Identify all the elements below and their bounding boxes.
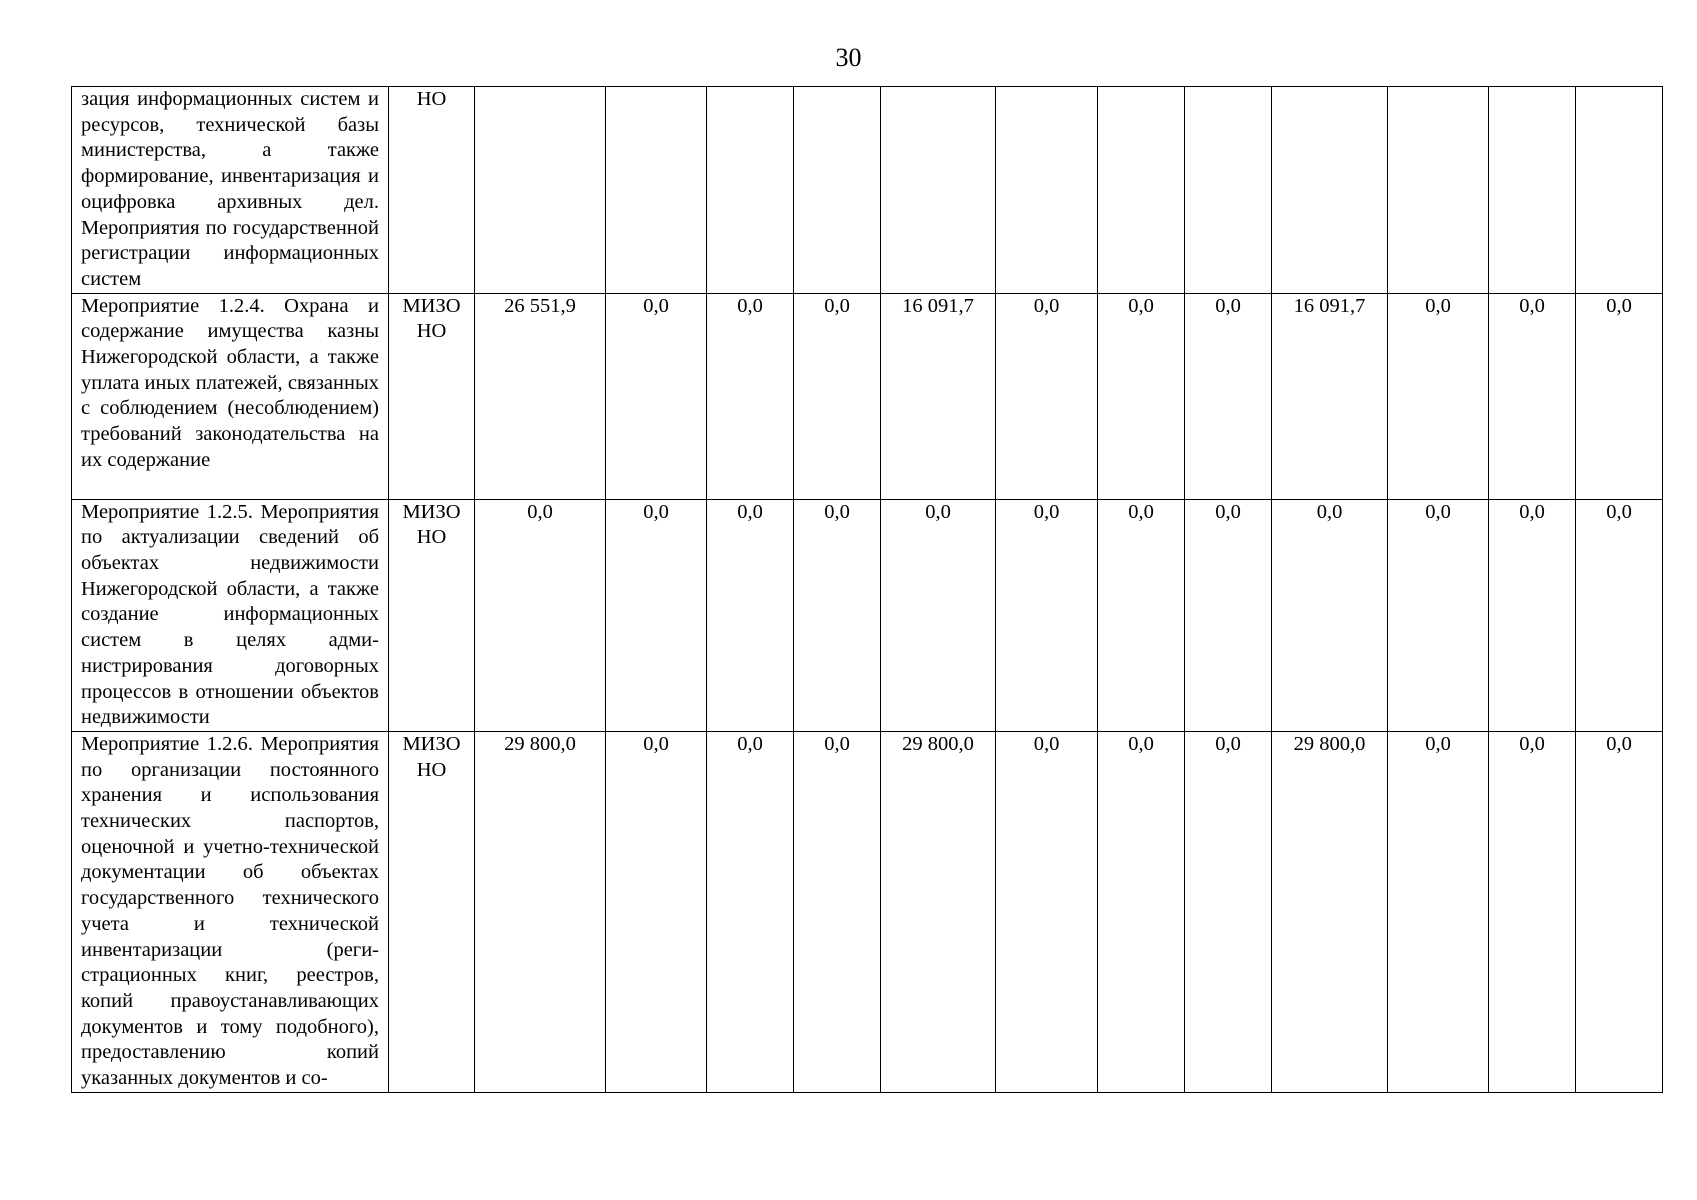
budget-table: [71, 86, 1663, 1093]
table-row: [72, 731, 1663, 1092]
value-cell: 16 091,7: [881, 293, 996, 499]
value-cell: [1098, 87, 1185, 294]
table-row: [72, 293, 1663, 499]
value-cell: 0,0: [606, 293, 707, 499]
value-cell: 26 551,9: [475, 293, 606, 499]
value-cell: 0,0: [1185, 499, 1272, 731]
value-cell: 0,0: [707, 731, 794, 1092]
activity-description: Мероприятие 1.2.5. Мероприятия по актуализации сведений об объектах недвижимости Нижегородской области, а также создание информационных систем в целях администрирования договорных процессов в отношении объектов недвижимости: [72, 499, 389, 731]
value-cell: 0,0: [606, 731, 707, 1092]
value-cell: 0,0: [475, 499, 606, 731]
responsible-executor: МИЗО НО: [389, 293, 475, 499]
value-cell: 0,0: [1098, 731, 1185, 1092]
value-cell: [1576, 87, 1663, 294]
value-cell: 0,0: [794, 731, 881, 1092]
activity-description: зация информационных систем и ресурсов, технической базы министерства, а также формирование, инвентаризация и оцифровка архивных дел. Мероприятия по государственной регистрации информационных систем: [72, 87, 389, 294]
page-number: 30: [835, 43, 862, 72]
value-cell: 29 800,0: [475, 731, 606, 1092]
value-cell: 0,0: [1272, 499, 1388, 731]
responsible-executor: МИЗО НО: [389, 499, 475, 731]
value-cell: 0,0: [707, 293, 794, 499]
activity-description: Мероприятие 1.2.6. Мероприятия по организации постоянного хранения и использования технических паспортов, оценочной и учетно-технической документации об объектах государственного технического учета и технической инвентаризации (регистрационных книг, реестров, копий правоустанавливающих документов и тому подобного), предоставлению копий указанных документов и со-: [72, 731, 389, 1092]
value-cell: [1489, 87, 1576, 294]
value-cell: 0,0: [1489, 731, 1576, 1092]
table-row: [72, 87, 1663, 294]
value-cell: [794, 87, 881, 294]
value-cell: [1272, 87, 1388, 294]
value-cell: 29 800,0: [1272, 731, 1388, 1092]
value-cell: 0,0: [794, 499, 881, 731]
value-cell: 0,0: [1388, 731, 1489, 1092]
responsible-executor: МИЗО НО: [389, 731, 475, 1092]
value-cell: 0,0: [996, 499, 1098, 731]
value-cell: 0,0: [707, 499, 794, 731]
value-cell: [1388, 87, 1489, 294]
value-cell: [707, 87, 794, 294]
value-cell: 0,0: [996, 293, 1098, 499]
value-cell: [881, 87, 996, 294]
value-cell: [1185, 87, 1272, 294]
value-cell: 0,0: [1576, 293, 1663, 499]
value-cell: 0,0: [881, 499, 996, 731]
activity-description: Мероприятие 1.2.4. Охрана и содержание имущества казны Нижегородской области, а также уплата иных платежей, связанных с соблюдением (несоблюдением) требований законодательства на их содержание: [72, 293, 389, 499]
value-cell: 0,0: [1576, 731, 1663, 1092]
value-cell: 29 800,0: [881, 731, 996, 1092]
value-cell: 16 091,7: [1272, 293, 1388, 499]
value-cell: [606, 87, 707, 294]
value-cell: 0,0: [606, 499, 707, 731]
value-cell: 0,0: [1388, 293, 1489, 499]
value-cell: 0,0: [1489, 499, 1576, 731]
value-cell: 0,0: [1098, 499, 1185, 731]
value-cell: 0,0: [1576, 499, 1663, 731]
value-cell: 0,0: [1489, 293, 1576, 499]
value-cell: [996, 87, 1098, 294]
value-cell: 0,0: [1185, 731, 1272, 1092]
value-cell: 0,0: [1185, 293, 1272, 499]
value-cell: [475, 87, 606, 294]
value-cell: 0,0: [996, 731, 1098, 1092]
responsible-executor: НО: [389, 87, 475, 294]
value-cell: 0,0: [1098, 293, 1185, 499]
value-cell: 0,0: [1388, 499, 1489, 731]
table-row: [72, 499, 1663, 731]
value-cell: 0,0: [794, 293, 881, 499]
